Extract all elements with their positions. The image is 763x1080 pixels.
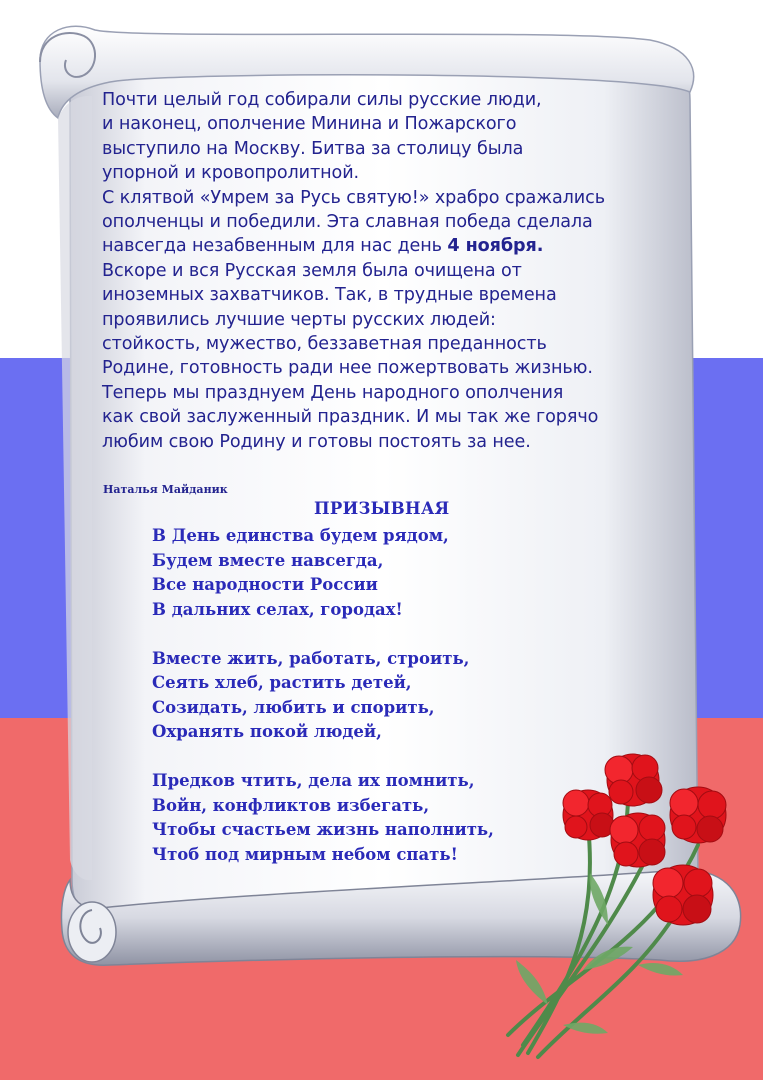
poem-line: Сеять хлеб, растить детей, <box>152 673 412 692</box>
prose-line: как свой заслуженный праздник. И мы так же горячо <box>102 407 599 428</box>
poem-line: Войн, конфликтов избегать, <box>152 795 430 815</box>
poem-author: Наталья Майданик <box>103 483 228 496</box>
prose-line: С клятвой «Умрем за Русь святую!» храбро сражались <box>102 187 605 208</box>
poem-line: Охранять покой людей, <box>152 722 382 741</box>
poem-line: Все народности России <box>152 575 378 594</box>
prose-line: любим свою Родину и готовы постоять за нее. <box>102 431 531 452</box>
poem-line: Чтоб под мирным небом спать! <box>152 844 458 864</box>
poem-body <box>152 524 494 867</box>
prose-line: Родине, готовность ради нее пожертвовать жизнью. <box>102 358 593 379</box>
poem-line: Чтобы счастьем жизнь наполнить, <box>152 820 494 839</box>
prose-line-with-date <box>102 234 702 258</box>
prose-line: Теперь мы празднуем День народного ополчения <box>102 382 564 403</box>
prose-line: Почти целый год собирали силы русские люди, <box>102 90 542 110</box>
prose-line: иноземных захватчиков. Так, в трудные времена <box>102 285 557 306</box>
prose-line: упорной и кровопролитной. <box>102 163 360 184</box>
poem-line: Предков чтить, дела их помнить, <box>152 771 475 790</box>
poem-line: Будем вместе навсегда, <box>152 550 384 570</box>
poem-stanza <box>152 524 494 622</box>
poem-line: Созидать, любить и спорить, <box>152 697 435 717</box>
prose-line: стойкость, мужество, беззаветная преданность <box>102 334 547 355</box>
prose-line: Вскоре и вся Русская земля была очищена от <box>102 260 522 281</box>
poem-stanza <box>152 769 494 867</box>
prose-line: ополченцы и победили. Эта славная победа сделала <box>102 212 593 233</box>
prose-text <box>102 88 702 454</box>
prose-line: выступило на Москву. Битва за столицу была <box>102 138 524 159</box>
prose-line: и наконец, ополчение Минина и Пожарского <box>102 114 517 135</box>
poem-stanza <box>152 647 494 745</box>
poem-line: В дальних селах, городах! <box>152 599 403 619</box>
poem-title: ПРИЗЫВНАЯ <box>314 499 450 518</box>
carnation-bouquet <box>488 735 748 1065</box>
poem-line: В День единства будем рядом, <box>152 526 449 545</box>
holiday-date: 4 ноября. <box>447 236 544 257</box>
prose-line: проявились лучшие черты русских людей: <box>102 309 496 330</box>
poem-line: Вместе жить, работать, строить, <box>152 648 470 668</box>
prose-line: навсегда незабвенным для нас день <box>102 236 448 257</box>
